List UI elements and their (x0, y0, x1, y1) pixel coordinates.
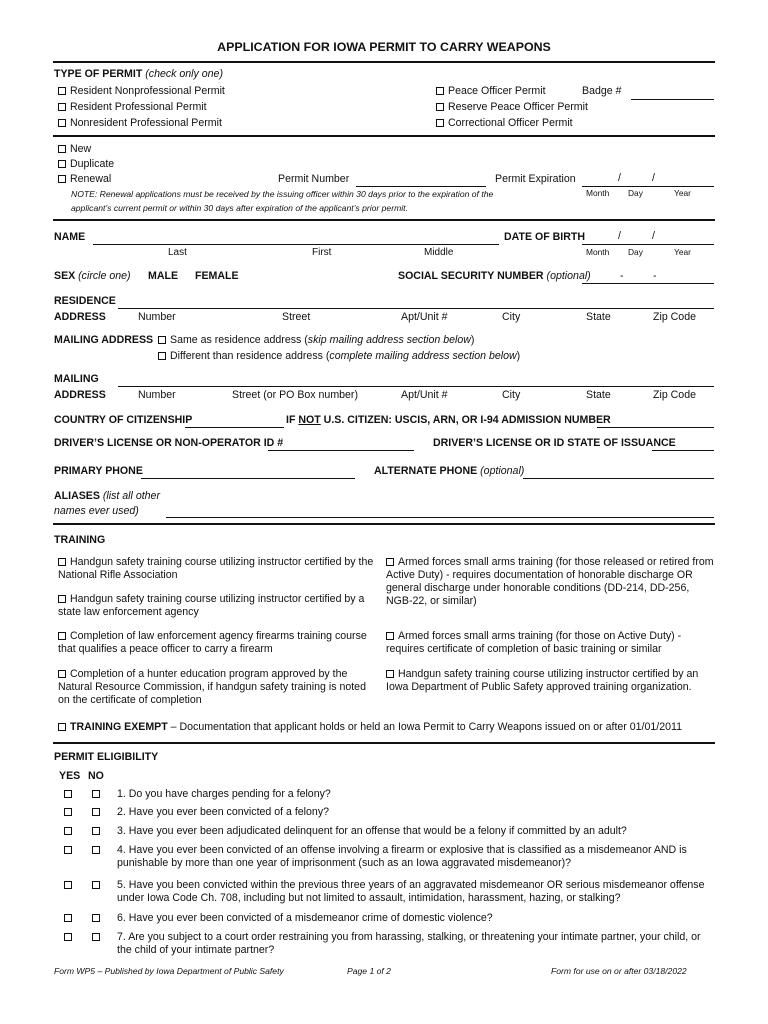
checkbox[interactable] (158, 352, 166, 360)
training-option-armed-forces-retired[interactable]: Armed forces small arms training (for those released or retired from Active Duty) - requires documentation of honorable discharge OR general discharge under honorable conditions (DD-214, DD-256, NGB-22, or similar) (386, 556, 714, 607)
training-option-armed-forces-active[interactable]: Armed forces small arms training (for those on Active Duty) - requires certificate of completion of basic training or similar (386, 630, 682, 655)
dl-state-field[interactable] (652, 450, 714, 451)
eligibility-question: 7. Are you subject to a court order restraining you from harassing, stalking, or threatening your intimate partner, your child, or the child of your intimate partner? (117, 931, 701, 956)
renewal-note-continued: applicant’s current permit or within 30 days after expiration of the applicant’s prior permit. (71, 203, 408, 213)
permit-option-resident-nonprofessional[interactable]: Resident Nonprofessional Permit (58, 85, 225, 97)
date-slash: / (618, 172, 621, 184)
mailing-address-label: MAILING ADDRESS (54, 334, 154, 346)
training-heading: TRAINING (54, 534, 106, 546)
permit-option-resident-professional[interactable]: Resident Professional Permit (58, 101, 207, 113)
permit-number-field[interactable] (356, 186, 486, 187)
citizenship-label: COUNTRY OF CITIZENSHIP (54, 414, 193, 426)
date-slash: / (618, 230, 621, 242)
residence-label: RESIDENCE (54, 295, 116, 307)
aliases-hint: names ever used) (54, 505, 139, 517)
dl-label: DRIVER’S LICENSE OR NON-OPERATOR ID # (54, 437, 284, 449)
mailing-part-apt: Apt/Unit # (401, 389, 448, 401)
question-no-checkbox[interactable] (92, 879, 104, 891)
footer-form-id: Form WP5 – Published by Iowa Department of Public Safety (54, 966, 284, 976)
address-part-zip: Zip Code (653, 311, 696, 323)
checkbox[interactable] (58, 160, 66, 168)
checkbox[interactable] (386, 632, 394, 640)
permit-option-correctional-officer[interactable]: Correctional Officer Permit (436, 117, 573, 129)
eligibility-question: 4. Have you ever been convicted of an offense involving a firearm or explosive that is classified as a misdemeanor AND is punishable by more than one year of imprisonment (such as an Iowa aggravated misdemeanor)? (117, 844, 687, 869)
sex-option-male[interactable]: MALE (148, 270, 179, 282)
checkbox[interactable] (58, 723, 66, 731)
citizenship-field[interactable] (185, 427, 284, 428)
question-no-checkbox[interactable] (92, 788, 104, 800)
checkbox[interactable] (58, 595, 66, 603)
divider (53, 523, 715, 525)
eligibility-question: 6. Have you ever been convicted of a misdemeanor crime of domestic violence? (117, 912, 493, 924)
dob-part-year: Year (674, 247, 691, 257)
question-no-checkbox[interactable] (92, 912, 104, 924)
eligibility-question: 5. Have you been convicted within the previous three years of an aggravated misdemeanor OR serious misdemeanor offense under Iowa Code Ch. 708, including but not limited to assault, intimidation, harassment, hazing, or stalking? (117, 879, 705, 904)
question-yes-checkbox[interactable] (64, 788, 76, 800)
dob-part-day: Day (628, 247, 643, 257)
badge-field[interactable] (631, 99, 714, 100)
mailing-option-same[interactable]: Same as residence address (skip mailing address section below) (158, 334, 474, 346)
address-part-state: State (586, 311, 611, 323)
checkbox[interactable] (386, 670, 394, 678)
alt-phone-label: ALTERNATE PHONE (optional) (374, 465, 525, 477)
alt-phone-field[interactable] (523, 478, 714, 479)
question-no-checkbox[interactable] (92, 844, 104, 856)
question-yes-checkbox[interactable] (64, 912, 76, 924)
admission-number-field[interactable] (597, 427, 714, 428)
ssn-dash: - (653, 270, 657, 282)
footer-valid-date: Form for use on or after 03/18/2022 (551, 966, 687, 976)
question-yes-checkbox[interactable] (64, 879, 76, 891)
kind-option-duplicate[interactable]: Duplicate (58, 158, 114, 170)
checkbox[interactable] (58, 145, 66, 153)
permit-option-peace-officer[interactable]: Peace Officer Permit (436, 85, 546, 97)
training-option-hunter-education[interactable]: Completion of a hunter education program approved by the Natural Resource Commission, if handgun safety training is noted on the certificate of completion (58, 668, 366, 706)
sex-label: SEX (circle one) (54, 270, 131, 282)
checkbox[interactable] (58, 558, 66, 566)
address-part-street: Street (282, 311, 311, 323)
ssn-label: SOCIAL SECURITY NUMBER (optional) (398, 270, 591, 282)
permit-option-reserve-peace-officer[interactable]: Reserve Peace Officer Permit (436, 101, 588, 113)
checkbox[interactable] (158, 336, 166, 344)
divider (53, 135, 715, 137)
question-yes-checkbox[interactable] (64, 931, 76, 943)
name-part-last: Last (168, 247, 187, 258)
checkbox[interactable] (58, 87, 66, 95)
no-column-header: NO (88, 770, 104, 782)
sex-option-female[interactable]: FEMALE (195, 270, 239, 282)
residence-label-2: ADDRESS (54, 311, 106, 323)
checkbox[interactable] (58, 670, 66, 678)
question-yes-checkbox[interactable] (64, 825, 76, 837)
checkbox[interactable] (58, 632, 66, 640)
ssn-dash: - (620, 270, 624, 282)
checkbox[interactable] (436, 119, 444, 127)
permit-expiration-field[interactable] (582, 186, 714, 187)
name-label: NAME (54, 231, 86, 243)
address-part-number: Number (138, 311, 176, 323)
eligibility-question: 3. Have you ever been adjudicated delinquent for an offense that would be a felony if committed by an adult? (117, 825, 627, 837)
not-citizen-label: IF NOT U.S. CITIZEN: USCIS, ARN, OR I-94 ADMISSION NUMBER (286, 414, 611, 426)
date-part-year: Year (674, 188, 691, 198)
page-title: APPLICATION FOR IOWA PERMIT TO CARRY WEAPONS (217, 40, 551, 54)
mailing-label: MAILING (54, 373, 99, 385)
dob-field[interactable] (582, 244, 714, 245)
divider (53, 219, 715, 221)
mailing-part-number: Number (138, 389, 176, 401)
divider (53, 742, 715, 744)
primary-phone-field[interactable] (141, 478, 355, 479)
divider (53, 61, 715, 63)
checkbox[interactable] (58, 119, 66, 127)
date-part-day: Day (628, 188, 643, 198)
yes-column-header: YES (59, 770, 81, 782)
question-no-checkbox[interactable] (92, 931, 104, 943)
checkbox[interactable] (58, 103, 66, 111)
eligibility-heading: PERMIT ELIGIBILITY (54, 751, 159, 763)
question-no-checkbox[interactable] (92, 825, 104, 837)
training-option-nra[interactable]: Handgun safety training course utilizing instructor certified by the National Rifle Association (58, 556, 374, 581)
date-slash: / (652, 172, 655, 184)
badge-label: Badge # (582, 85, 622, 97)
date-part-month: Month (586, 188, 610, 198)
permit-option-nonresident-professional[interactable]: Nonresident Professional Permit (58, 117, 222, 129)
dob-part-month: Month (586, 247, 610, 257)
residence-address-field[interactable] (118, 308, 714, 309)
checkbox[interactable] (436, 87, 444, 95)
name-field[interactable] (93, 244, 499, 245)
aliases-field[interactable] (166, 517, 714, 518)
mailing-part-zip: Zip Code (653, 389, 696, 401)
mailing-part-city: City (502, 389, 521, 401)
training-option-law-enforcement[interactable]: Completion of law enforcement agency firearms training course that qualifies a peace officer to carry a firearm (58, 630, 367, 655)
eligibility-question: 2. Have you ever been convicted of a felony? (117, 806, 330, 818)
mailing-part-state: State (586, 389, 611, 401)
mailing-part-street: Street (or PO Box number) (232, 389, 358, 401)
checkbox[interactable] (386, 558, 394, 566)
eligibility-question: 1. Do you have charges pending for a felony? (117, 788, 331, 800)
dob-label: DATE OF BIRTH (504, 231, 586, 243)
ssn-field[interactable] (582, 283, 714, 284)
dl-state-label: DRIVER’S LICENSE OR ID STATE OF ISSUANCE (433, 437, 676, 449)
checkbox[interactable] (58, 175, 66, 183)
name-part-first: First (312, 247, 332, 258)
date-slash: / (652, 230, 655, 242)
type-of-permit-heading: TYPE OF PERMIT (check only one) (54, 68, 223, 80)
permit-expiration-label: Permit Expiration (495, 173, 576, 185)
address-part-city: City (502, 311, 521, 323)
aliases-label: ALIASES (list all other (54, 490, 160, 502)
name-part-middle: Middle (424, 247, 454, 258)
mailing-option-different[interactable]: Different than residence address (complete mailing address section below) (158, 350, 520, 362)
training-option-state-agency[interactable]: Handgun safety training course utilizing instructor certified by a state law enforcement agency (58, 593, 365, 618)
question-no-checkbox[interactable] (92, 806, 104, 818)
question-yes-checkbox[interactable] (64, 806, 76, 818)
footer-page-number: Page 1 of 2 (347, 966, 391, 976)
renewal-note: NOTE: Renewal applications must be received by the issuing officer within 30 days prior to the expiration of the (71, 189, 494, 199)
permit-number-label: Permit Number (278, 173, 350, 185)
kind-option-renewal[interactable]: Renewal (58, 173, 111, 185)
question-yes-checkbox[interactable] (64, 844, 76, 856)
kind-option-new[interactable]: New (58, 143, 91, 155)
address-part-apt: Apt/Unit # (401, 311, 448, 323)
mailing-address-field[interactable] (118, 386, 714, 387)
training-option-iowa-dps[interactable]: Handgun safety training course utilizing instructor certified by an Iowa Department of Public Safety approved training organization. (386, 668, 699, 693)
mailing-label-2: ADDRESS (54, 389, 106, 401)
checkbox[interactable] (436, 103, 444, 111)
primary-phone-label: PRIMARY PHONE (54, 465, 143, 477)
dl-field[interactable] (268, 450, 414, 451)
training-exempt-option[interactable]: TRAINING EXEMPT – Documentation that applicant holds or held an Iowa Permit to Carry Weapons issued on or after 01/01/2011 (58, 721, 682, 733)
